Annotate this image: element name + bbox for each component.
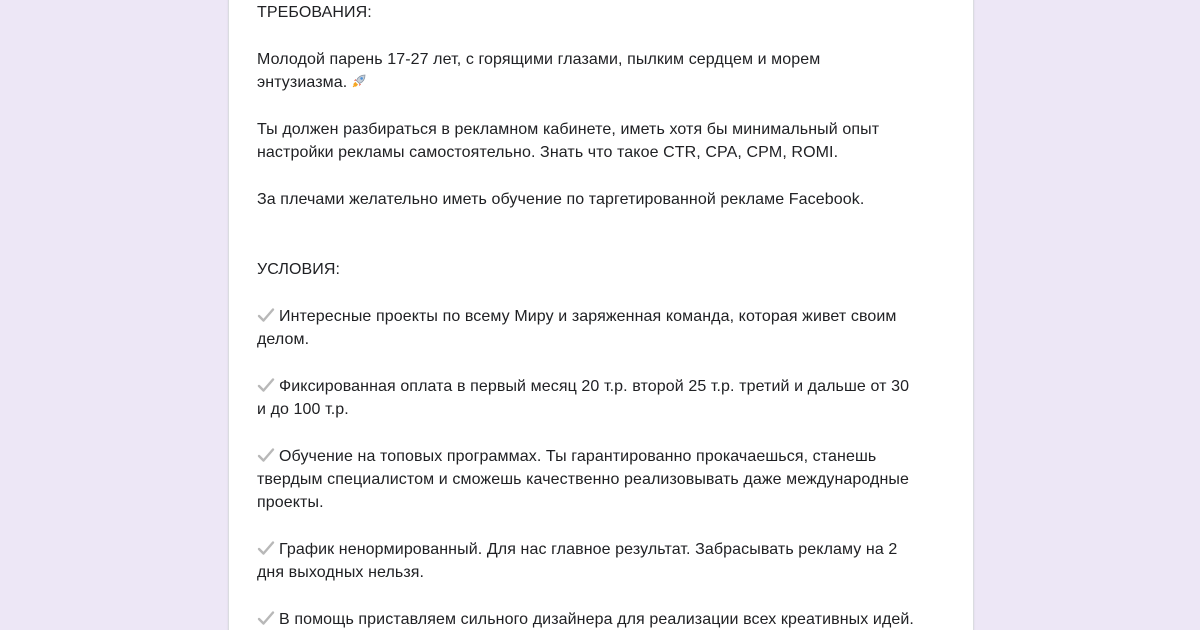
conditions-item-text: Интересные проекты по всему Миру и заряженная команда, которая живет своим <box>279 308 897 325</box>
conditions-item-text: График ненормированный. Для нас главное результат. Забрасывать рекламу на 2 <box>279 541 898 558</box>
requirements-heading: ТРЕБОВАНИЯ: <box>257 4 372 21</box>
requirements-text-line: Молодой парень 17-27 лет, с горящими глазами, пылким сердцем и морем <box>257 51 821 68</box>
conditions-item-text: делом. <box>257 331 310 348</box>
conditions-item <box>257 445 876 468</box>
conditions-heading: УСЛОВИЯ: <box>257 261 341 278</box>
form-description-card <box>228 0 974 630</box>
check-mark-icon <box>257 447 275 463</box>
requirements-text: энтузиазма. <box>257 74 348 91</box>
conditions-item-text: Фиксированная оплата в первый месяц 20 т.р. второй 25 т.р. третий и дальше от 30 <box>279 378 910 395</box>
conditions-item <box>257 305 897 328</box>
check-mark-icon <box>257 307 275 323</box>
conditions-item <box>257 538 897 561</box>
requirements-text-line: Ты должен разбираться в рекламном кабинете, иметь хотя бы минимальный опыт <box>257 121 880 138</box>
conditions-item-text: и до 100 т.р. <box>257 401 349 418</box>
conditions-item-text: Обучение на топовых программах. Ты гарантированно прокачаешься, станешь <box>279 448 877 465</box>
conditions-item-text: твердым специалистом и сможешь качественно реализовывать даже международные <box>257 471 909 488</box>
conditions-item <box>257 375 909 398</box>
check-mark-icon <box>257 540 275 556</box>
conditions-item <box>257 608 914 630</box>
requirements-text-line: настройки рекламы самостоятельно. Знать что такое CTR, CPA, CPM, ROMI. <box>257 144 839 161</box>
check-mark-icon <box>257 377 275 393</box>
conditions-item-text: В помощь приставляем сильного дизайнера для реализации всех креативных идей. <box>279 611 914 628</box>
check-mark-icon <box>257 610 275 626</box>
conditions-item-text: дня выходных нельзя. <box>257 564 425 581</box>
conditions-item-text: проекты. <box>257 494 324 511</box>
requirements-text-line: За плечами желательно иметь обучение по таргетированной рекламе Facebook. <box>257 191 865 208</box>
requirements-text-line <box>257 71 367 94</box>
rocket-icon <box>351 73 367 89</box>
